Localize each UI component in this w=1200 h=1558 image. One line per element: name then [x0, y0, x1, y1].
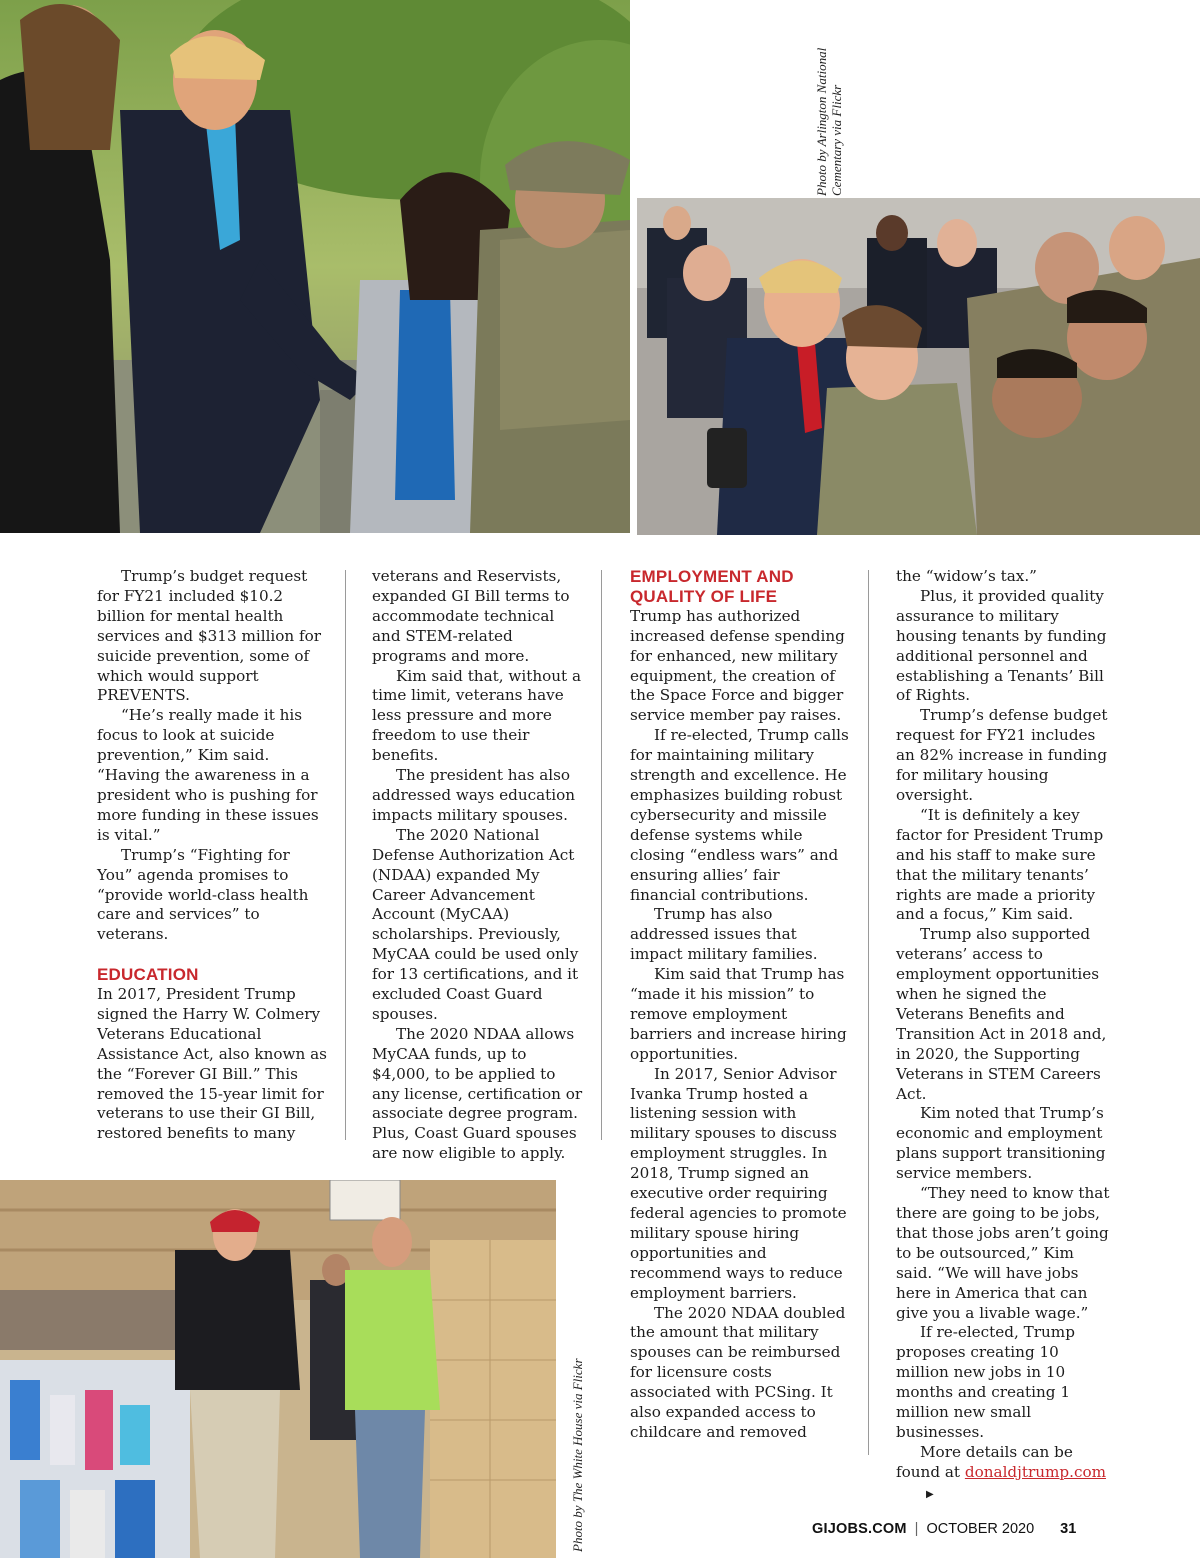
paragraph: Kim said that Trump has “made it his mission” to remove employment barriers and increase hiring opportunities. [630, 965, 847, 1063]
paragraph: Trump has authorized increased defense spending for enhanced, new military equipment, the creation of the Space Force and bigger service member pay raises. [630, 606, 845, 725]
paragraph: “It is definitely a key factor for President Trump and his staff to make sure that the military tenants’ rights are made a priority and a focus,” Kim said. [896, 805, 1104, 924]
paragraph: Trump has also addressed issues that impact military families. [630, 905, 818, 964]
paragraph: The 2020 NDAA allows MyCAA funds, up to $4,000, to be applied to any license, certification or associate degree program. Plus, Coast Guard spouses are now eligible to apply. [372, 1024, 583, 1163]
footer-site: GIJOBS.COM [812, 1521, 907, 1537]
article-column-3 [630, 567, 850, 1443]
photo-relief-center [0, 1180, 556, 1558]
paragraph: Plus, it provided quality assurance to military housing tenants by funding additional personnel and establishing a Tenants’ Bill of Rights. [896, 586, 1107, 705]
photo-credit-bottom: Photo by The White House via Flickr [570, 1358, 585, 1552]
photo-credit-top: Photo by Arlington National Cementary via Flickr [814, 47, 844, 196]
paragraph: If re-elected, Trump proposes creating 10 million new jobs in 10 months and creating 1 million new small businesses. [896, 1323, 1075, 1441]
paragraph: “They need to know that there are going to be jobs, that those jobs aren’t going to be outsourced,” Kim said. “We will have jobs here in America that can give you a livable wage.” [896, 1184, 1110, 1322]
paragraph: “He’s really made it his focus to look at suicide prevention,” Kim said. “Having the awareness in a president who is pushing for more funding in these issues is vital.” [97, 706, 319, 844]
end-of-article-icon: ▶ [926, 1488, 934, 1500]
paragraph: Trump’s “Fighting for You” agenda promises to “provide world-class health care and services” to veterans. [97, 845, 309, 944]
paragraph: Kim said that, without a time limit, veterans have less pressure and more freedom to use their benefits. [372, 666, 582, 765]
footer-issue: OCTOBER 2020 [926, 1521, 1035, 1537]
paragraph: Kim noted that Trump’s economic and employment plans support transitioning service members. [896, 1104, 1106, 1183]
paragraph: More details can be found at donaldjtrump.com▶ [896, 1443, 1111, 1505]
article-column-1 [97, 567, 327, 1144]
column-divider [868, 570, 869, 1455]
paragraph: The 2020 NDAA doubled the amount that military spouses can be reimbursed for licensure costs associated with PCSing. It also expanded access to childcare and removed [630, 1303, 846, 1441]
section-heading-education: EDUCATION [97, 965, 199, 985]
photo-cemetery-handshake [0, 0, 630, 533]
column-divider [601, 570, 602, 1140]
paragraph: the “widow’s tax.” [896, 567, 1037, 585]
paragraph: The 2020 National Defense Authorization Act (NDAA) expanded My Career Advancement Account (MyCAA) scholarships. Previously, MyCAA could be used only for 13 certifications, and it excluded Coast Guard spouses. [372, 825, 579, 1023]
section-heading-employment: EMPLOYMENT AND QUALITY OF LIFE [630, 567, 794, 606]
paragraph: In 2017, Senior Advisor Ivanka Trump hosted a listening session with military spouses to discuss employment struggles. In 2018, Trump signed an executive order requiring federal agencies to promote military spouse hiring opportunities and recommend ways to reduce employment barriers. [630, 1064, 847, 1302]
paragraph: If re-elected, Trump calls for maintaining military strength and excellence. He emphasizes building robust cybersecurity and missile defense systems while closing “endless wars” and ensuring allies’ fair financial contributions. [630, 726, 849, 904]
page-footer [812, 1521, 1076, 1537]
paragraph: veterans and Reservists, expanded GI Bill terms to accommodate technical and STEM-related programs and more. [372, 567, 570, 665]
photo-selfie-troops [637, 198, 1200, 535]
article-column-4 [896, 567, 1111, 1505]
footer-separator: | [914, 1521, 919, 1537]
article-column-2 [372, 567, 587, 1164]
paragraph: Trump’s budget request for FY21 included $10.2 billion for mental health services and $313 million for suicide prevention, some of which would support PREVENTS. [97, 567, 322, 705]
paragraph: The president has also addressed ways education impacts military spouses. [372, 766, 576, 824]
page-number: 31 [1060, 1521, 1077, 1537]
column-divider [345, 570, 346, 1140]
website-link[interactable]: donaldjtrump.com [964, 1462, 1107, 1481]
paragraph: In 2017, President Trump signed the Harry W. Colmery Veterans Educational Assistance Act, also known as the “Forever GI Bill.” This removed the 15-year limit for veterans to use their GI Bill, restored benefits to many [97, 985, 327, 1143]
paragraph: Trump also supported veterans’ access to employment opportunities when he signed the Veterans Benefits and Transition Act in 2018 and, in 2020, the Supporting Veterans in STEM Careers Act. [896, 925, 1107, 1103]
paragraph: Trump’s defense budget request for FY21 includes an 82% increase in funding for military housing oversight. [896, 706, 1108, 804]
